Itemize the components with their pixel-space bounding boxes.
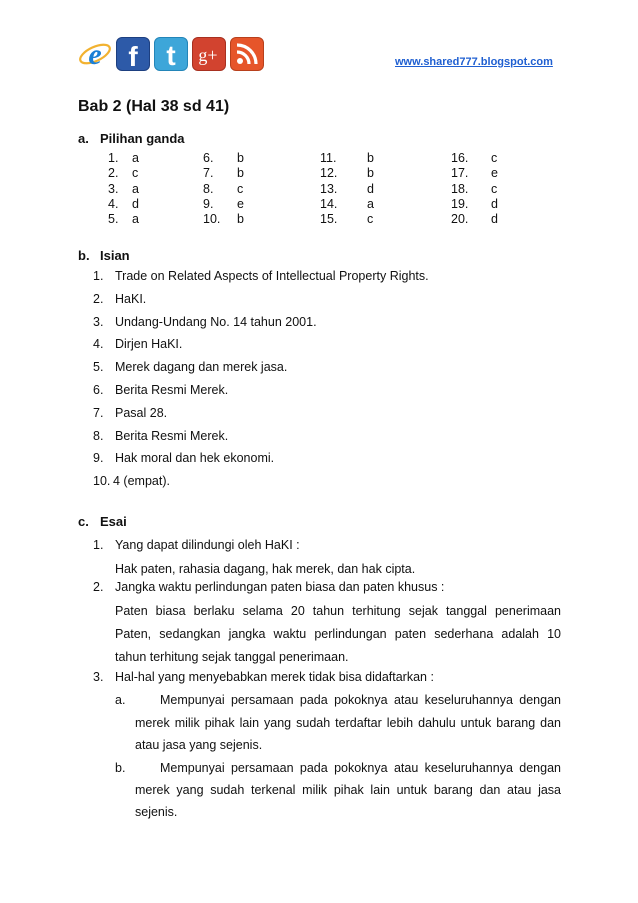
mc-answer: e [491, 166, 498, 181]
mc-answer: c [132, 166, 139, 181]
ie-icon [78, 37, 112, 71]
mc-number: 8. [203, 181, 214, 196]
section-letter: c. [78, 514, 89, 529]
page-title: Bab 2 (Hal 38 sd 41) [78, 98, 230, 115]
mc-answer: b [367, 166, 374, 181]
sub-item-a-line-3: atau jasa yang sejenis. [135, 738, 263, 752]
mc-answer: a [132, 212, 139, 227]
mc-number: 17. [451, 166, 469, 181]
mc-answer: c [237, 181, 244, 196]
section-letter: a. [78, 131, 89, 146]
mc-number: 12. [320, 166, 338, 181]
mc-answer: e [237, 196, 244, 211]
essay-question-3: 3. Hal-hal yang menyebabkan merek tidak bisa didaftarkan : [93, 670, 434, 684]
mc-answer: b [237, 212, 244, 227]
sub-item-a-line-1: Mempunyai persamaan pada pokoknya atau keseluruhannya dengan [160, 693, 561, 707]
section-c-heading [78, 514, 127, 529]
mc-answer: b [367, 151, 374, 165]
isian-answer: Pasal 28. [115, 405, 168, 420]
mc-answer: d [367, 181, 374, 196]
mc-answer: b [237, 166, 244, 181]
section-letter: b. [78, 248, 90, 263]
mc-answer: c [491, 181, 498, 196]
mc-answer: a [132, 151, 139, 165]
googleplus-icon [192, 37, 226, 71]
isian-answer: Undang-Undang No. 14 tahun 2001. [115, 314, 317, 329]
mc-number: 18. [451, 181, 469, 196]
isian-number: 4. [93, 337, 104, 352]
sub-item-b-line-2: merek yang sudah terkenal milik pihak lain untuk barang dan atau jasa [135, 783, 561, 797]
isian-answer: Merek dagang dan merek jasa. [115, 360, 288, 375]
mc-number: 15. [320, 212, 338, 227]
sub-item-a-line-2: merek milik pihak lain yang sudah terdaftar lebih dahulu untuk barang dan [135, 716, 561, 730]
mc-number: 3. [108, 181, 119, 196]
facebook-icon [116, 37, 150, 71]
mc-number: 5. [108, 212, 119, 227]
essay-question-1: 1. Yang dapat dilindungi oleh HaKI : [93, 538, 300, 552]
isian-number: 7. [93, 405, 104, 420]
isian-number: 2. [93, 291, 104, 306]
section-title: Esai [100, 514, 127, 529]
mc-number: 9. [203, 196, 214, 211]
mc-number: 10. [203, 212, 221, 227]
isian-answer: Trade on Related Aspects of Intellectual Property Rights. [115, 269, 429, 283]
isian-number: 9. [93, 451, 104, 466]
mc-number: 16. [451, 151, 469, 165]
mc-answer: d [132, 196, 139, 211]
essay-answer-2-line-3: tahun terhitung sejak tanggal penerimaan. [115, 650, 349, 664]
isian-number: 5. [93, 360, 104, 375]
twitter-icon [154, 37, 188, 71]
svg-text:e: e [88, 38, 102, 71]
section-title: Pilihan ganda [100, 131, 185, 146]
svg-text:g+: g+ [198, 45, 218, 65]
mc-answer: a [367, 196, 374, 211]
sub-item-b-line-1: Mempunyai persamaan pada pokoknya atau keseluruhannya dengan [160, 761, 561, 775]
isian-number: 3. [93, 314, 104, 329]
essay-answer-2-line-2: Paten, sedangkan jangka waktu perlindungan paten sederhana adalah 10 [115, 627, 561, 641]
isian-answer: Berita Resmi Merek. [115, 383, 229, 397]
mc-number: 6. [203, 151, 214, 165]
section-title: Isian [100, 248, 130, 263]
sub-item-b-line-3: sejenis. [135, 805, 178, 819]
mc-answer: a [132, 181, 139, 196]
mc-answer: b [237, 151, 244, 165]
mc-number: 19. [451, 196, 469, 211]
sub-item-letter-a: a. [115, 693, 126, 707]
mc-number: 4. [108, 196, 119, 211]
isian-answer: 4 (empat). [113, 474, 170, 489]
mc-answer: d [491, 212, 498, 227]
section-a-heading [78, 131, 185, 146]
isian-answer: Berita Resmi Merek. [115, 428, 229, 443]
isian-number: 6. [93, 383, 104, 397]
mc-answer: c [367, 212, 374, 227]
isian-number: 10. [93, 474, 111, 489]
mc-number: 2. [108, 166, 119, 181]
section-b-heading [78, 248, 130, 263]
isian-answer: Dirjen HaKI. [115, 337, 183, 352]
svg-text:f: f [128, 41, 138, 70]
essay-answer-2-line-1: Paten biasa berlaku selama 20 tahun terhitung sejak tanggal penerimaan [115, 604, 561, 618]
essay-answer-1: Hak paten, rahasia dagang, hak merek, dan hak cipta. [115, 562, 416, 576]
isian-answer: Hak moral dan hek ekonomi. [115, 451, 275, 466]
isian-answer: HaKI. [115, 291, 147, 306]
essay-question-2: 2. Jangka waktu perlindungan paten biasa dan paten khusus : [93, 580, 445, 594]
mc-answer: c [491, 151, 498, 165]
isian-number: 8. [93, 428, 104, 443]
rss-icon [230, 37, 264, 71]
mc-number: 20. [451, 212, 469, 227]
mc-number: 13. [320, 181, 338, 196]
mc-number: 14. [320, 196, 338, 211]
mc-number: 1. [108, 151, 119, 165]
svg-text:t: t [166, 40, 176, 70]
mc-number: 11. [320, 151, 337, 165]
mc-answer: d [491, 196, 498, 211]
isian-number: 1. [93, 269, 104, 283]
mc-number: 7. [203, 166, 214, 181]
sub-item-letter-b: b. [115, 761, 126, 775]
website-link[interactable]: www.shared777.blogspot.com [395, 56, 553, 68]
